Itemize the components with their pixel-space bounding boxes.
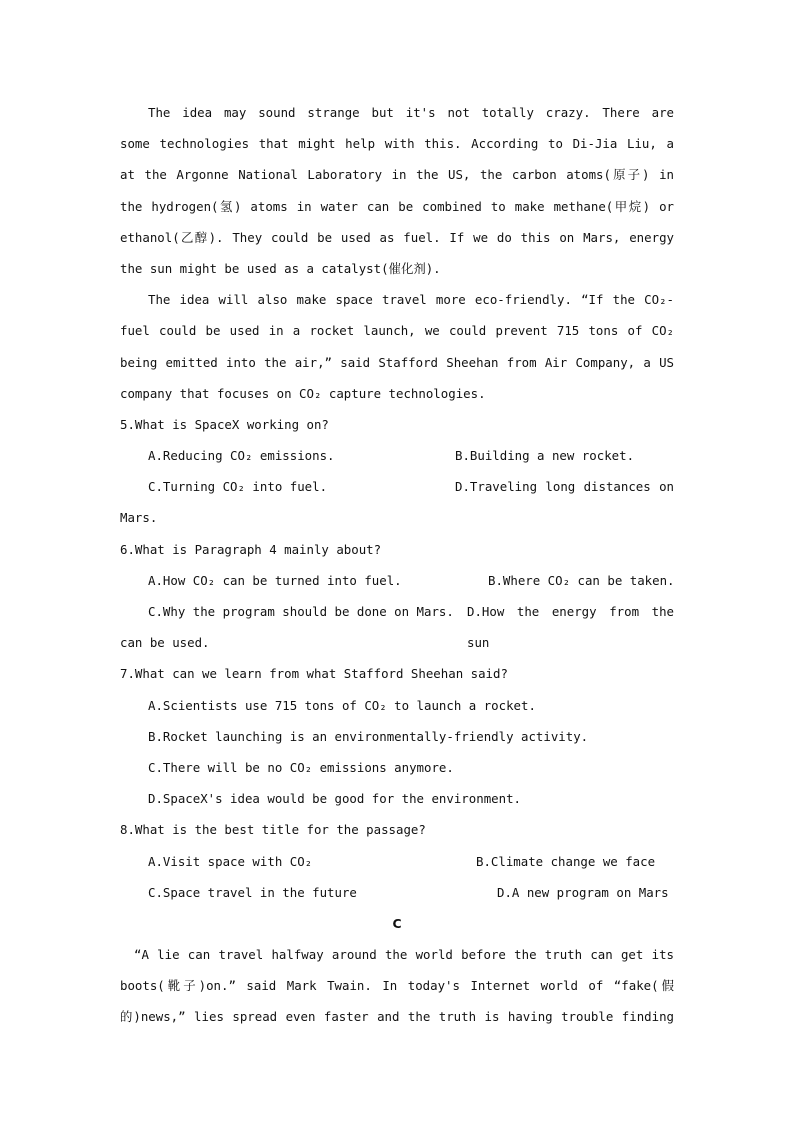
paragraph-line: boots(靴子)on.” said Mark Twain. In today's Internet world of “fake(假 bbox=[120, 978, 674, 994]
paragraph-line: The idea may sound strange but it's not totally crazy. There are bbox=[148, 105, 674, 120]
question-5-options-row-1 bbox=[120, 440, 674, 471]
option-5b: B.Building a new rocket. bbox=[455, 448, 635, 464]
option-5c: C.Turning CO₂ into fuel. bbox=[148, 479, 328, 495]
option-8c: C.Space travel in the future bbox=[148, 884, 357, 900]
option-6a: A.How CO₂ can be turned into fuel. bbox=[148, 572, 402, 588]
question-8-options-row-1 bbox=[120, 846, 674, 877]
option-8a: A.Visit space with CO₂ bbox=[148, 853, 313, 869]
paragraph-line: The idea will also make space travel more eco-friendly. “If the CO₂- bbox=[148, 292, 674, 308]
option-8d: D.A new program on Mars bbox=[497, 884, 669, 900]
question-6-options-row-1 bbox=[120, 565, 674, 596]
question-7-stem: 7.What can we learn from what Stafford Sheehan said? bbox=[120, 666, 508, 682]
option-7c: C.There will be no CO₂ emissions anymore. bbox=[148, 759, 454, 775]
paragraph-line: some technologies that might help with this. According to Di-Jia Liu, a bbox=[120, 136, 674, 152]
option-6c: C.Why the program should be done on Mars. bbox=[148, 604, 454, 619]
option-7b: B.Rocket launching is an environmentally-friendly activity. bbox=[148, 728, 589, 744]
paragraph-line: the hydrogen(氢) atoms in water can be combined to make methane(甲烷) or bbox=[120, 198, 674, 214]
option-7a: A.Scientists use 715 tons of CO₂ to launch a rocket. bbox=[148, 697, 536, 713]
section-heading: C bbox=[392, 915, 402, 931]
paragraph-line: the sun might be used as a catalyst(催化剂). bbox=[120, 260, 441, 276]
question-8-options-row-2 bbox=[120, 877, 674, 908]
paragraph-line: 的)news,” lies spread even faster and the truth is having trouble finding bbox=[120, 1009, 674, 1025]
question-8-stem: 8.What is the best title for the passage? bbox=[120, 822, 426, 838]
paragraph-line: company that focuses on CO₂ capture technologies. bbox=[120, 385, 486, 401]
option-6b: B.Where CO₂ can be taken. bbox=[488, 572, 675, 588]
paragraph-line: fuel could be used in a rocket launch, we could prevent 715 tons of CO₂ bbox=[120, 323, 674, 339]
paragraph-line: being emitted into the air,” said Stafford Sheehan from Air Company, a US bbox=[120, 354, 674, 370]
option-5a: A.Reducing CO₂ emissions. bbox=[148, 448, 335, 464]
paragraph-line: “A lie can travel halfway around the world before the truth can get its bbox=[134, 947, 674, 963]
option-6d: D.How the energy from the sun bbox=[467, 604, 674, 651]
paragraph-line: at the Argonne National Laboratory in the US, the carbon atoms(原子) in bbox=[120, 167, 674, 183]
option-8b: B.Climate change we face bbox=[476, 853, 656, 869]
option-5d-continued: Mars. bbox=[120, 510, 158, 526]
option-6d-continued: can be used. bbox=[120, 635, 210, 651]
option-7d: D.SpaceX's idea would be good for the environment. bbox=[148, 791, 521, 807]
question-5-options-row-2 bbox=[120, 471, 674, 502]
question-6-stem: 6.What is Paragraph 4 mainly about? bbox=[120, 541, 382, 557]
question-5-stem: 5.What is SpaceX working on? bbox=[120, 416, 329, 432]
document-page bbox=[120, 97, 674, 1033]
paragraph-line: ethanol(乙醇). They could be used as fuel. If we do this on Mars, energy bbox=[120, 229, 674, 245]
option-5d: D.Traveling long distances on bbox=[455, 479, 674, 495]
